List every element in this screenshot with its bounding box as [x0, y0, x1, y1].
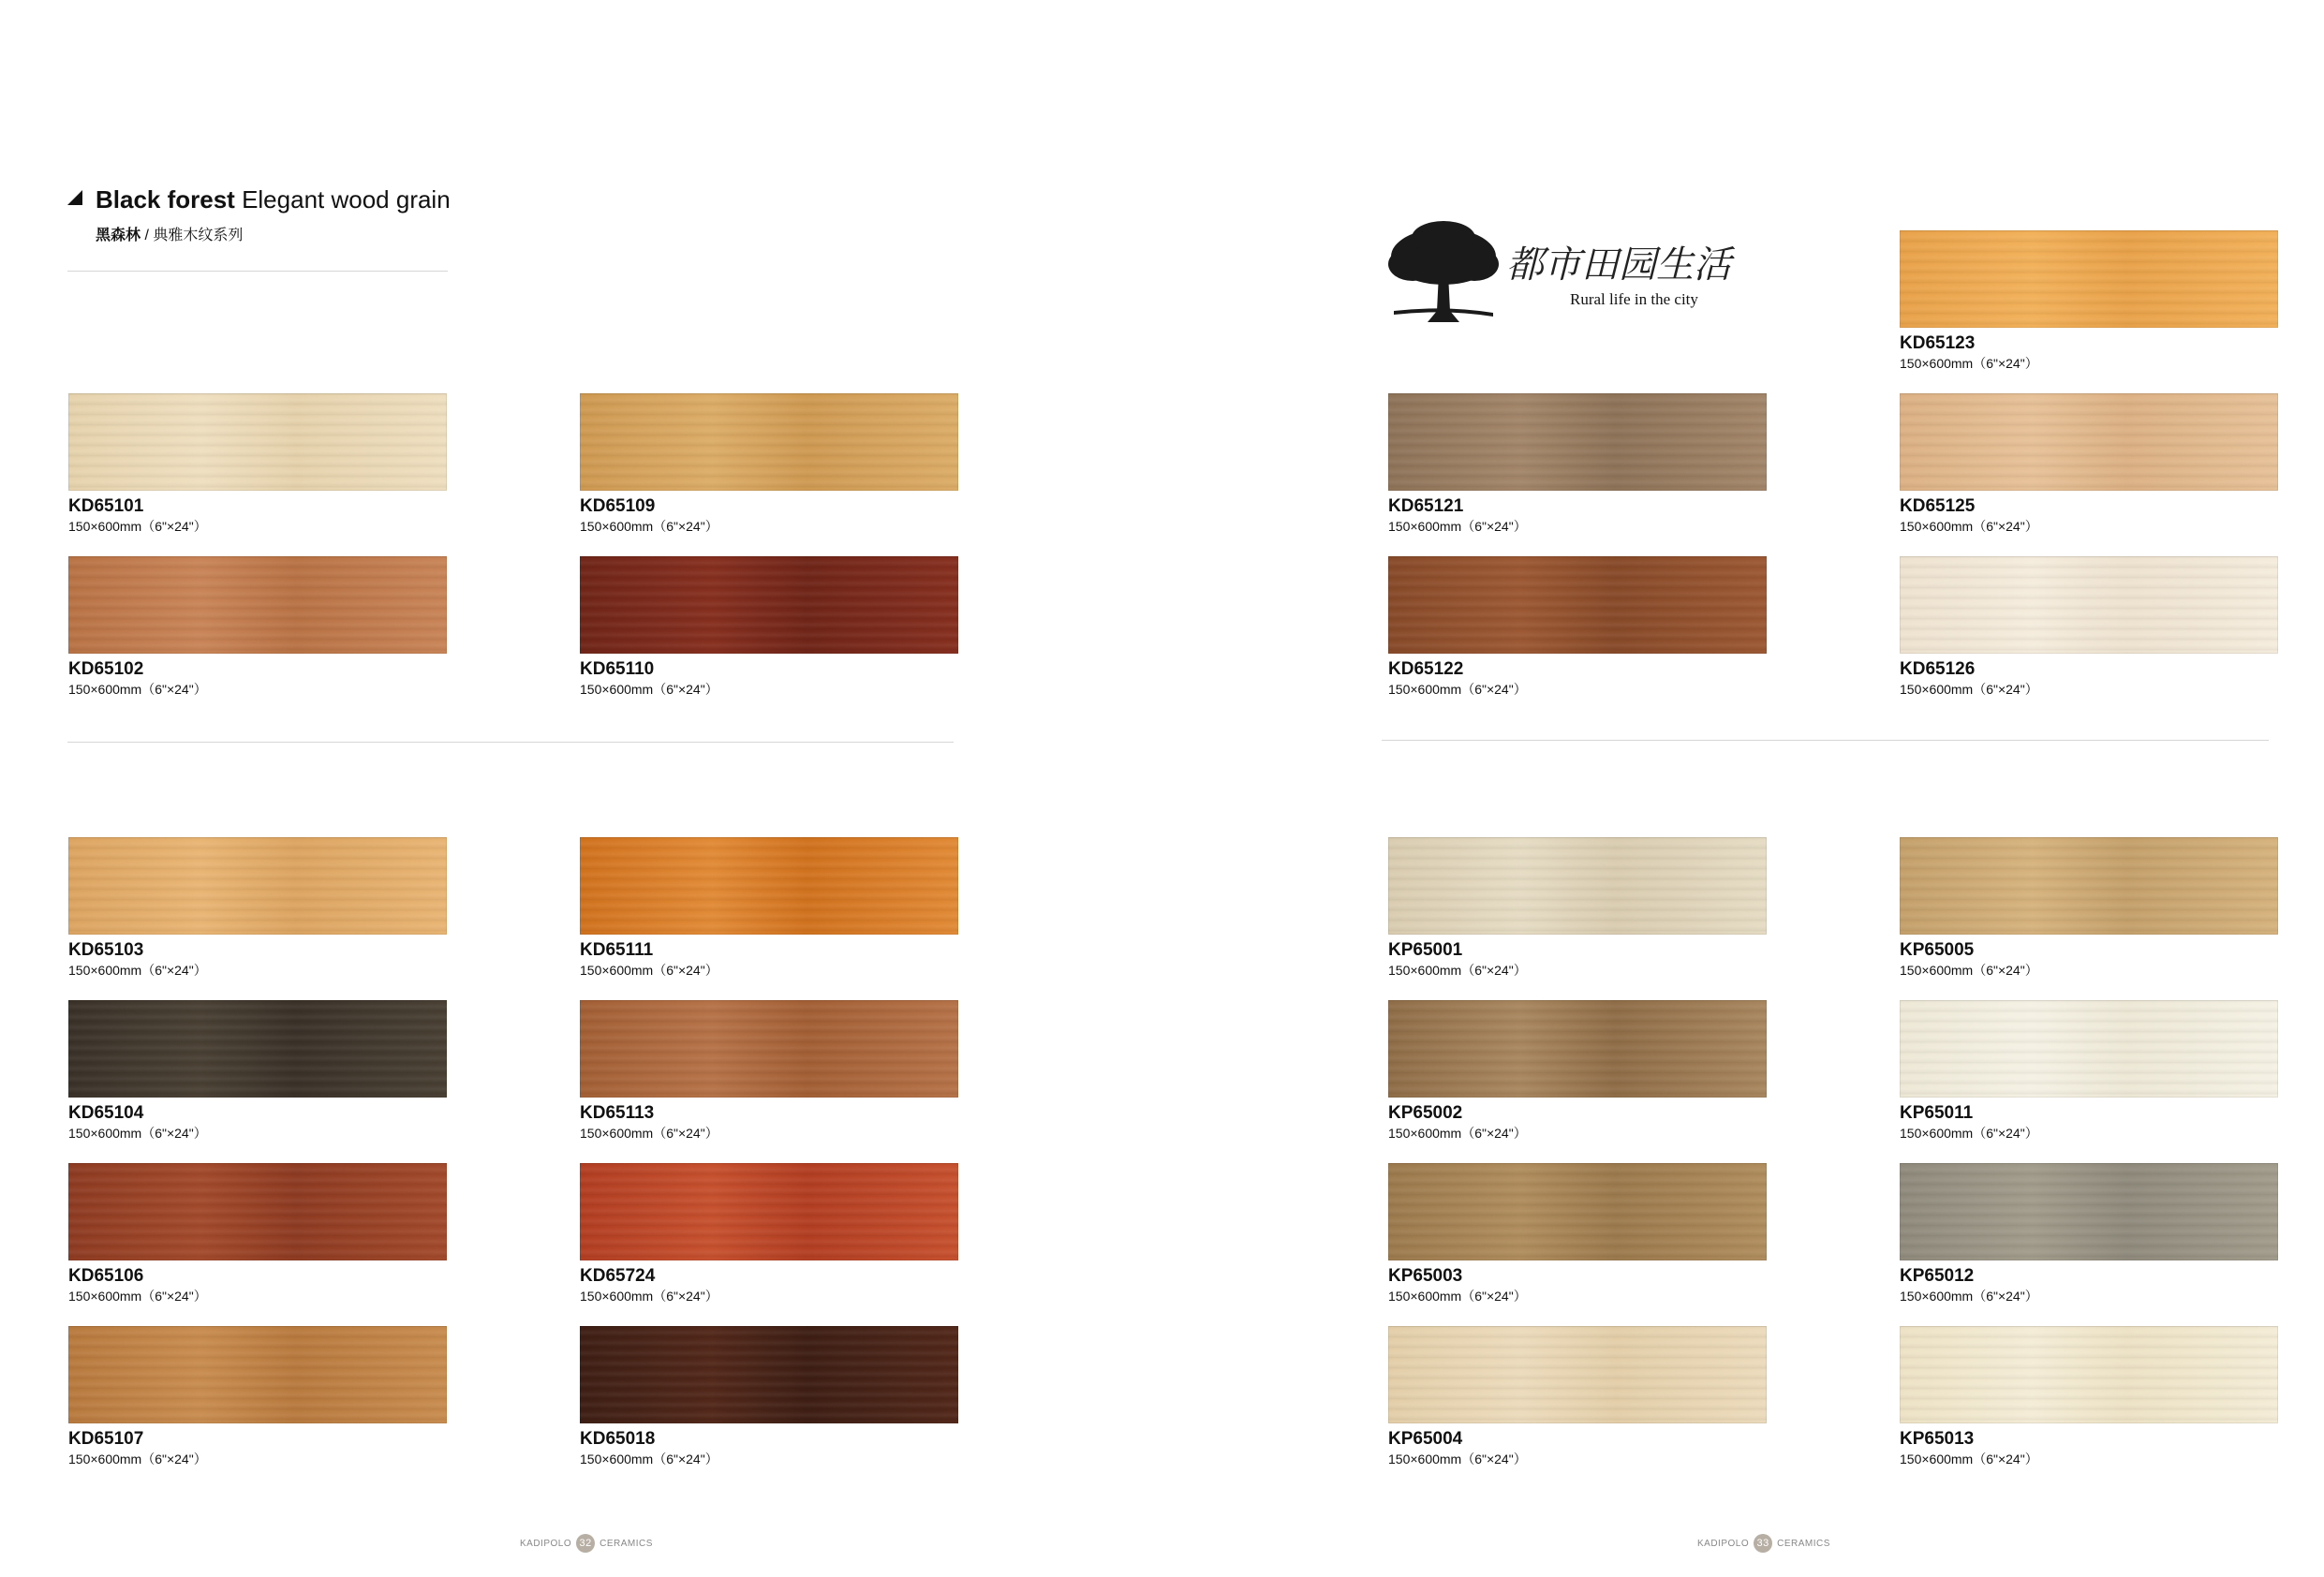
tile-code: KD65109 — [580, 496, 656, 516]
tile-size: 150×600mm（6"×24"） — [68, 1289, 207, 1304]
tile-swatch — [1900, 393, 2278, 491]
footer-brand: KADIPOLO — [1697, 1538, 1750, 1549]
tile-swatch — [68, 1000, 447, 1098]
tile-code: KP65002 — [1388, 1103, 1463, 1123]
header-triangle-icon — [67, 190, 82, 205]
footer-left — [520, 1534, 653, 1553]
tile-swatch — [68, 1163, 447, 1260]
tile-size: 150×600mm（6"×24"） — [580, 1452, 718, 1466]
footer-suffix: CERAMICS — [600, 1538, 653, 1549]
tile-code: KP65003 — [1388, 1266, 1463, 1286]
svg-text:都市田园生活: 都市田园生活 — [1506, 243, 1731, 287]
tile-code: KP65011 — [1900, 1103, 1974, 1123]
tile-size: 150×600mm（6"×24"） — [580, 1126, 718, 1141]
tile-size: 150×600mm（6"×24"） — [580, 519, 718, 534]
tile-swatch — [68, 556, 447, 654]
tile-size: 150×600mm（6"×24"） — [580, 1289, 718, 1304]
tile-swatch — [580, 1000, 958, 1098]
tile-swatch — [1388, 556, 1767, 654]
tile-swatch — [1388, 837, 1767, 935]
tile-swatch — [68, 393, 447, 491]
tile-swatch — [1388, 1326, 1767, 1423]
tile-swatch — [1900, 1326, 2278, 1423]
page-number: 33 — [1754, 1534, 1772, 1553]
tile-size: 150×600mm（6"×24"） — [1388, 682, 1527, 697]
tile-size: 150×600mm（6"×24"） — [68, 682, 207, 697]
tile-swatch — [68, 837, 447, 935]
tile-code: KD65111 — [580, 940, 654, 960]
footer-suffix: CERAMICS — [1777, 1538, 1830, 1549]
tile-swatch — [1388, 393, 1767, 491]
tile-code: KP65001 — [1388, 940, 1463, 960]
tile-size: 150×600mm（6"×24"） — [68, 1126, 207, 1141]
tile-size: 150×600mm（6"×24"） — [68, 963, 207, 978]
tile-code: KD65018 — [580, 1429, 656, 1449]
tile-swatch — [1900, 1163, 2278, 1260]
tile-swatch — [580, 1163, 958, 1260]
tile-code: KP65005 — [1900, 940, 1975, 960]
tile-code: KD65102 — [68, 659, 144, 679]
page-title: Black forest Elegant wood grain — [96, 185, 451, 214]
tile-size: 150×600mm（6"×24"） — [1900, 682, 2038, 697]
tile-size: 150×600mm（6"×24"） — [1900, 1126, 2038, 1141]
tile-code: KD65113 — [580, 1103, 655, 1123]
tile-code: KD65121 — [1388, 496, 1464, 516]
tile-code: KP65012 — [1900, 1266, 1975, 1286]
tile-code: KD65122 — [1388, 659, 1464, 679]
tile-code: KD65123 — [1900, 333, 1976, 353]
tile-size: 150×600mm（6"×24"） — [1388, 519, 1527, 534]
calligraphy-logo — [1506, 236, 1765, 292]
tile-size: 150×600mm（6"×24"） — [1388, 1126, 1527, 1141]
tile-size: 150×600mm（6"×24"） — [1900, 356, 2038, 371]
tile-swatch — [1388, 1163, 1767, 1260]
section-divider-right — [1382, 740, 2269, 741]
tile-code: KD65103 — [68, 940, 144, 960]
tile-code: KP65004 — [1388, 1429, 1463, 1449]
tile-code: KP65013 — [1900, 1429, 1975, 1449]
tile-swatch — [580, 1326, 958, 1423]
tile-code: KD65110 — [580, 659, 655, 679]
tile-code: KD65724 — [580, 1266, 656, 1286]
tile-swatch — [580, 837, 958, 935]
tile-size: 150×600mm（6"×24"） — [1388, 1452, 1527, 1466]
tile-size: 150×600mm（6"×24"） — [1900, 1452, 2038, 1466]
tile-code: KD65101 — [68, 496, 144, 516]
page-number: 32 — [576, 1534, 595, 1553]
tile-size: 150×600mm（6"×24"） — [580, 682, 718, 697]
page-subtitle: 黑森林 / 典雅木纹系列 — [96, 228, 244, 243]
header-divider — [67, 271, 448, 272]
footer-brand: KADIPOLO — [520, 1538, 572, 1549]
tree-logo-icon — [1384, 217, 1502, 326]
tile-size: 150×600mm（6"×24"） — [1388, 963, 1527, 978]
tile-size: 150×600mm（6"×24"） — [1900, 963, 2038, 978]
tile-swatch — [580, 556, 958, 654]
tile-code: KD65107 — [68, 1429, 144, 1449]
tile-size: 150×600mm（6"×24"） — [1388, 1289, 1527, 1304]
tile-swatch — [1388, 1000, 1767, 1098]
tile-swatch — [68, 1326, 447, 1423]
logo-caption: Rural life in the city — [1570, 290, 1698, 308]
tile-swatch — [1900, 837, 2278, 935]
tile-code: KD65106 — [68, 1266, 144, 1286]
tile-size: 150×600mm（6"×24"） — [68, 519, 207, 534]
tile-code: KD65104 — [68, 1103, 144, 1123]
tile-swatch — [1900, 556, 2278, 654]
footer-right — [1697, 1534, 1830, 1553]
tile-size: 150×600mm（6"×24"） — [1900, 519, 2038, 534]
tile-swatch — [1900, 230, 2278, 328]
tile-code: KD65126 — [1900, 659, 1976, 679]
tile-swatch — [580, 393, 958, 491]
section-divider-left — [67, 742, 954, 743]
tile-size: 150×600mm（6"×24"） — [1900, 1289, 2038, 1304]
tile-size: 150×600mm（6"×24"） — [68, 1452, 207, 1466]
tile-code: KD65125 — [1900, 496, 1976, 516]
tile-swatch — [1900, 1000, 2278, 1098]
tile-size: 150×600mm（6"×24"） — [580, 963, 718, 978]
